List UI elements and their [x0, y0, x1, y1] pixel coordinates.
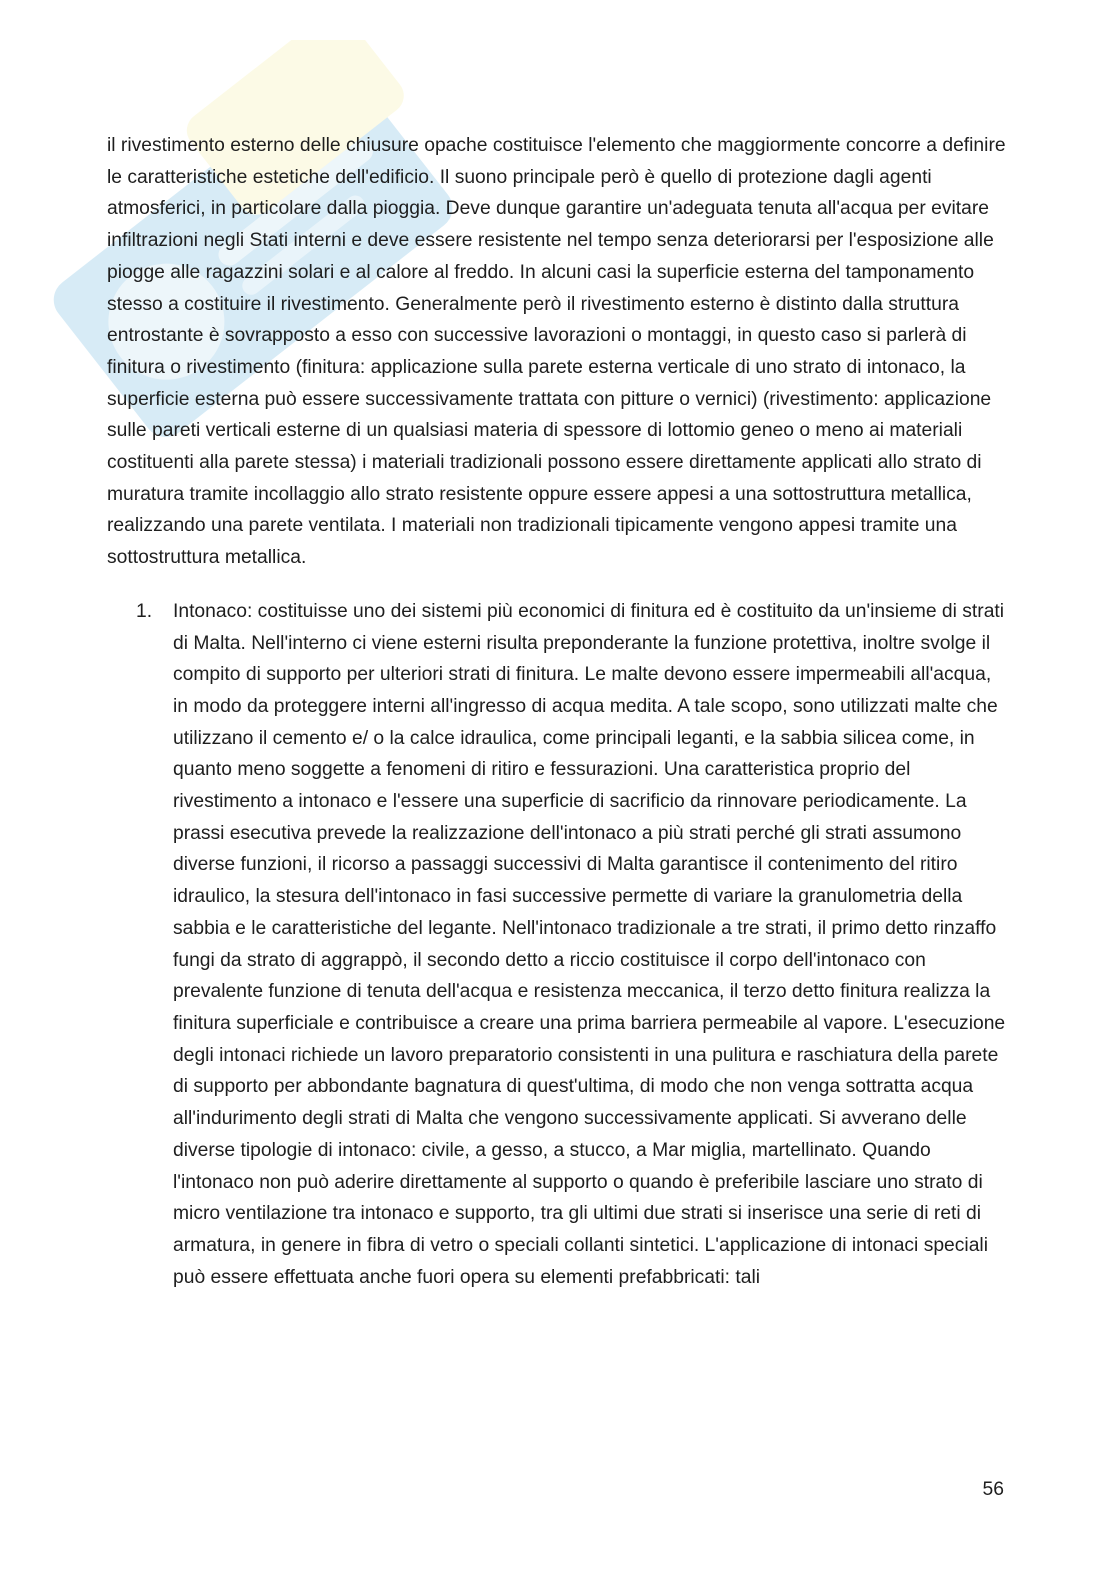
list-item-text: Intonaco: costituisse uno dei sistemi più economici di finitura ed è costituito da un'insieme di strati di Malta. Nell'interno ci viene esterni risulta preponderante la funzione protettiva, inoltre svolge il compito di supporto per ulteriori strati di finitura. Le malte devono essere impermeabili all'acqua, in modo da proteggere interni all'ingresso di acqua medita. A tale scopo, sono utilizzati malte che utilizzano il cemento e/ o la calce idraulica, come principali leganti, e la sabbia silicea come, in quanto meno soggette a fenomeni di ritiro e fessurazioni. Una caratteristica proprio del rivestimento a intonaco e l'essere una superficie di sacrificio da rinnovare periodicamente. La prassi esecutiva prevede la realizzazione dell'intonaco a più strati perché gli strati assumono diverse funzioni, il ricorso a passaggi successivi di Malta garantisce il contenimento del ritiro idraulico, la stesura dell'intonaco in fasi successive permette di variare la granulometria della sabbia e le caratteristiche del legante. Nell'intonaco tradizionale a tre strati, il primo detto rinzaffo fungi da strato di aggrappò, il secondo detto a riccio costituisce il corpo dell'intonaco con prevalente funzione di tenuta dell'acqua e resistenza meccanica, il terzo detto finitura realizza la finitura superficiale e contribuisce a creare una prima barriera permeabile al vapore. L'esecuzione degli intonaci richiede un lavoro preparatorio consistenti in una pulitura e raschiatura della parete di supporto per abbondante bagnatura di quest'ultima, di modo che non venga sottratta acqua all'indurimento degli strati di Malta che vengono successivamente applicati. Si avverano delle diverse tipologie di intonaco: civile, a gesso, a stucco, a Mar miglia, martellinato. Quando l'intonaco non può aderire direttamente al supporto o quando è preferibile lasciare uno strato di micro ventilazione tra intonaco e supporto, tra gli ultimi due strati si inserisce una serie di reti di armatura, in genere in fibra di vetro o speciali collanti sintetici. L'applicazione di intonaci speciali può essere effettuata anche fuori opera su elementi prefabbricati: tali	[173, 600, 1006, 1288]
list-item-number: 1.	[136, 600, 153, 622]
intro-paragraph: il rivestimento esterno delle chiusure opache costituisce l'elemento che maggiormente concorre a definire le caratteristiche estetiche dell'edificio. Il suono principale però è quello di protezione dagli agenti atmosferici, in particolare dalla pioggia. Deve dunque garantire un'adeguata tenuta all'acqua per evitare infiltrazioni negli Stati interni e deve essere resistente nel tempo senza deteriorarsi per l'esposizione alle piogge alle ragazzini solari e al calore al freddo. In alcuni casi la superficie esterna del tamponamento stesso a costituire il rivestimento. Generalmente però il rivestimento esterno è distinto dalla struttura entrostante è sovrapposto a esso con successive lavorazioni o montaggi, in questo caso si parlerà di finitura o rivestimento (finitura: applicazione sulla parete esterna verticale di uno strato di intonaco, la superficie esterna può essere successivamente trattata con pitture o vernici) (rivestimento: applicazione sulle pareti verticali esterne di un qualsiasi materia di spessore di lottomio geneo o meno ai materiali costituenti alla parete stessa) i materiali tradizionali possono essere direttamente applicati allo strato di muratura tramite incollaggio allo strato resistente oppure essere appesi a una sottostruttura metallica, realizzando una parete ventilata. I materiali non tradizionali tipicamente vengono appesi tramite una sottostruttura metallica.	[107, 135, 1006, 569]
document-content	[107, 130, 1007, 1293]
page-number: 56	[982, 1479, 1004, 1500]
list-item	[136, 596, 1007, 1293]
numbered-list	[107, 596, 1007, 1293]
